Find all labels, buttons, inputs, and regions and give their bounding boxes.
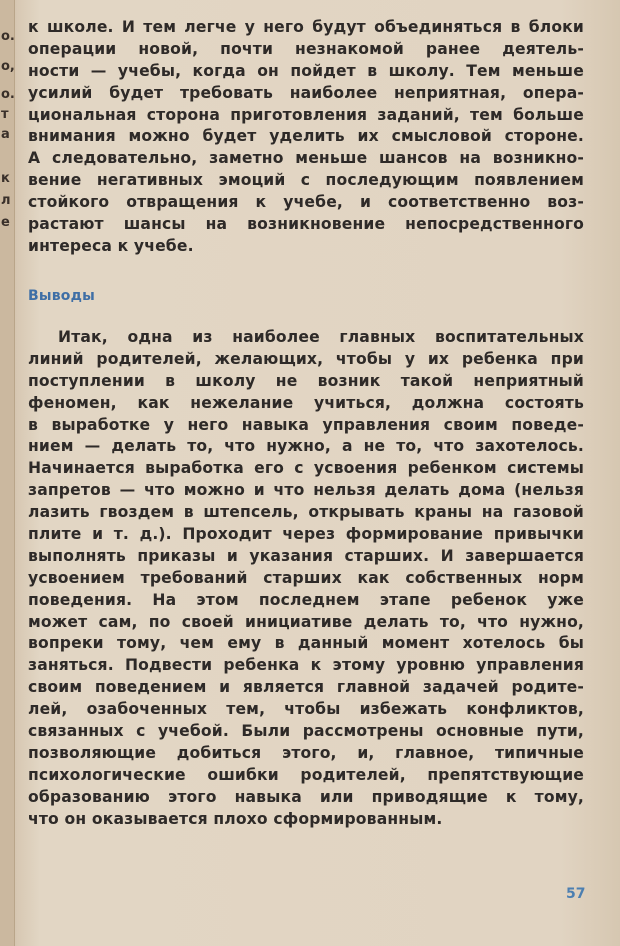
text-line: А следовательно, заметно меньше шансов на возникно-: [28, 149, 584, 168]
margin-fragment: е: [1, 215, 10, 230]
text-line: запретов — что можно и что нельзя делать дома (нельзя: [28, 481, 584, 500]
text-line: образованию этого навыка или приводящие к тому,: [28, 787, 584, 806]
text-line: ности — учебы, когда он пойдет в школу. Тем меньше: [28, 61, 584, 80]
text-line: стойкого отвращения к учебе, и соответственно воз-: [28, 193, 584, 212]
margin-fragment: о,: [1, 59, 15, 74]
text-line: Начинается выработка его с усвоения ребенком системы: [28, 459, 584, 478]
text-line: поступлении в школу не возник такой неприятный: [28, 371, 584, 390]
previous-page-edge: [0, 0, 15, 946]
margin-fragment: к: [1, 171, 10, 186]
text-line: плите и т. д.). Проходит через формирование привычки: [28, 525, 584, 544]
margin-fragment: т: [1, 107, 9, 122]
text-line: может сам, по своей инициативе делать то, что нужно,: [28, 612, 584, 631]
text-line: связанных с учебой. Были рассмотрены основные пути,: [28, 722, 584, 741]
text-line: поведения. На этом последнем этапе ребенок уже: [28, 590, 584, 609]
margin-fragment: о.: [1, 87, 15, 102]
text-line: Итак, одна из наиболее главных воспитательных: [58, 328, 584, 346]
margin-fragment: л: [1, 193, 11, 208]
text-line: что он оказывается плохо сформированным.: [28, 809, 443, 828]
text-line: выполнять приказы и указания старших. И завершается: [28, 546, 584, 565]
margin-fragment: а: [1, 127, 10, 142]
conclusions-paragraph: [28, 327, 584, 830]
text-line: внимания можно будет уделить их смысловой стороне.: [28, 127, 584, 146]
text-line: в выработке у него навыка управления своим поведе-: [28, 415, 584, 434]
text-line: лей, озабоченных тем, чтобы избежать конфликтов,: [28, 700, 584, 719]
text-line: вопреки тому, чем ему в данный момент хотелось бы: [28, 634, 584, 653]
text-line: феномен, как нежелание учиться, должна состоять: [28, 393, 584, 412]
text-line: позволяющие добиться этого, и, главное, типичные: [28, 743, 584, 762]
text-line: циональная сторона приготовления заданий, тем больше: [28, 105, 584, 124]
text-line: нием — делать то, что нужно, а не то, что захотелось.: [28, 437, 584, 456]
text-line: заняться. Подвести ребенка к этому уровню управления: [28, 656, 584, 675]
text-line: растают шансы на возникновение непосредственного: [28, 215, 584, 234]
section-heading: Выводы: [28, 288, 95, 304]
paragraph-continued: [28, 17, 584, 258]
margin-fragment: о.: [1, 29, 15, 44]
text-line: усвоением требований старших как собственных норм: [28, 568, 584, 587]
page-number: 57: [566, 886, 586, 902]
text-line: к школе. И тем легче у него будут объединяться в блоки: [28, 18, 584, 36]
text-line: лазить гвоздем в штепсель, открывать краны на газовой: [28, 503, 584, 522]
text-line: интереса к учебе.: [28, 236, 194, 255]
text-line: психологические ошибки родителей, препятствующие: [28, 765, 584, 784]
text-line: своим поведением и является главной задачей родите-: [28, 678, 584, 697]
text-line: линий родителей, желающих, чтобы у их ребенка при: [28, 349, 584, 368]
text-line: вение негативных эмоций с последующим появлением: [28, 171, 584, 190]
text-line: операции новой, почти незнакомой ранее деятель-: [28, 39, 584, 58]
text-line: усилий будет требовать наиболее неприятная, опера-: [28, 83, 584, 102]
